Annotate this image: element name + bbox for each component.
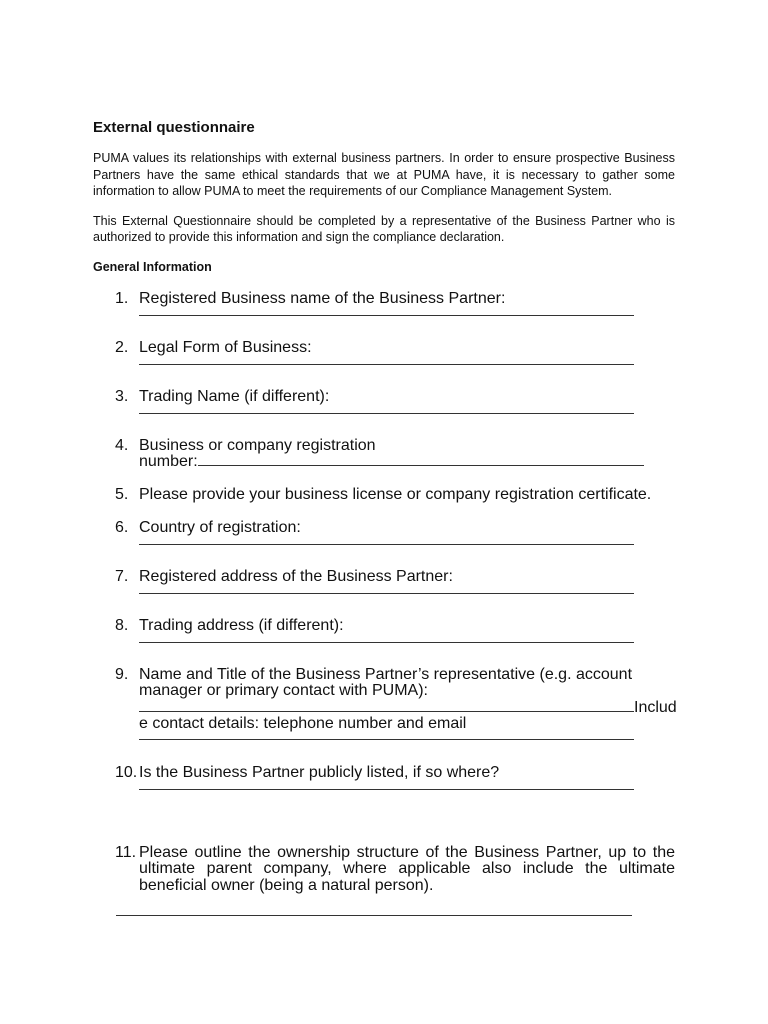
page-title: External questionnaire [93,119,255,136]
question-number: 8. [115,616,129,634]
answer-line[interactable] [139,315,634,316]
intro-paragraph-2: This External Questionnaire should be completed by a representative of the Business Partner who is authorized to provide this information and sign the compliance declaration. [93,213,675,244]
question-number: 6. [115,518,129,536]
answer-line[interactable] [139,364,634,365]
question-text: Trading address (if different): [139,616,344,634]
question-number: 5. [115,485,129,503]
question-text-trailing: Includ [634,698,677,716]
question-text: Is the Business Partner publicly listed, if so where? [139,763,500,781]
answer-line[interactable] [139,413,634,414]
question-number: 2. [115,338,129,356]
question-number: 9. [115,665,129,683]
answer-line[interactable] [139,593,634,594]
question-text-cont: e contact details: telephone number and email [139,715,467,732]
answer-line[interactable] [198,454,644,466]
question-number: 11. [115,843,137,861]
answer-line[interactable] [139,789,634,790]
question-number: 7. [115,567,129,585]
question-text: Please outline the ownership structure of the Business Partner, up to the ultimate parent company, where applicable also include the ultimate beneficial owner (being a natural person). [139,843,675,894]
question-text: Legal Form of Business: [139,338,312,356]
question-text: Registered address of the Business Partner: [139,567,453,585]
question-list [93,291,675,931]
question-text: Please provide your business license or company registration certificate. [139,485,652,503]
questionnaire-page [93,118,675,931]
question-number: 10. [115,763,138,781]
section-heading-general-information: General Information [93,259,212,274]
question-number: 1. [115,289,129,307]
answer-line[interactable] [139,739,634,740]
answer-line[interactable] [139,700,634,712]
answer-line[interactable] [139,544,634,545]
question-text: Business or company registration [139,436,376,454]
question-number: 4. [115,436,129,454]
question-text: Country of registration: [139,518,301,536]
intro-paragraph-1: PUMA values its relationships with external business partners. In order to ensure prospective Business Partners have the same ethical standards that we at PUMA have, it is necessary to gather some information to allow PUMA to meet the requirements of our Compliance Management System. [93,151,675,198]
question-text: Registered Business name of the Business Partner: [139,289,506,307]
question-text-cont: number: [139,453,198,470]
answer-line[interactable] [116,915,632,916]
question-number: 3. [115,387,129,405]
question-text: Name and Title of the Business Partner’s representative (e.g. account manager or primary contact with PUMA): [139,665,633,699]
answer-line[interactable] [139,642,634,643]
question-text: Trading Name (if different): [139,387,330,405]
